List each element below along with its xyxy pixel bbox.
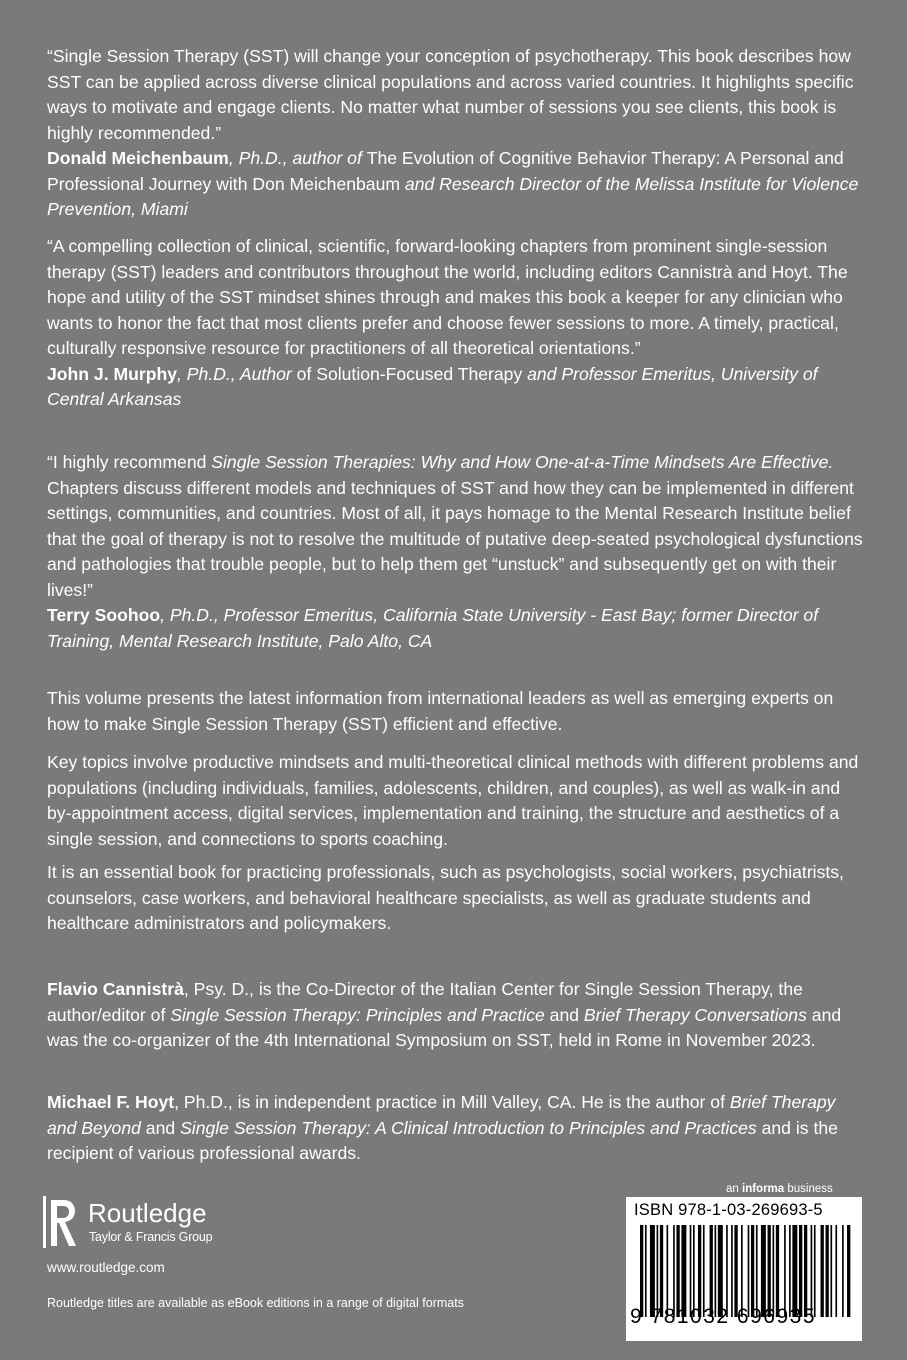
publisher-group: Taylor & Francis Group bbox=[89, 1230, 213, 1244]
barcode-bar bbox=[676, 1225, 679, 1317]
editor-name: Flavio Cannistrà bbox=[47, 979, 184, 999]
editor-bio-1 bbox=[47, 977, 867, 1054]
description-rest bbox=[47, 750, 867, 937]
routledge-logo-icon bbox=[42, 1196, 78, 1248]
bio-text bbox=[47, 977, 867, 1054]
barcode-bar bbox=[830, 1225, 832, 1317]
barcode-bar bbox=[751, 1225, 754, 1317]
description-1: This volume presents the latest information from international leaders as well as emerging experts on how to make Single Session Therapy (SST) efficient and effective. bbox=[47, 688, 834, 734]
book-title: Single Session Therapies: Why and How One-at-a-Time Mindsets Are Effective. bbox=[211, 452, 834, 472]
credentials-post: and Professor Emeritus, University of Central Arkansas bbox=[47, 363, 818, 409]
barcode-bar bbox=[660, 1225, 663, 1317]
testimonial-1 bbox=[47, 44, 867, 223]
informa-pre: an bbox=[726, 1183, 742, 1195]
barcode-bar bbox=[748, 1225, 750, 1317]
barcode-bar bbox=[842, 1225, 844, 1317]
author-name: Donald Meichenbaum bbox=[47, 148, 229, 168]
description-3: It is an essential book for practicing professionals, such as psychologists, social workers, psychiatrists, counselors, case workers, and behavioral healthcare specialists, as well as graduate students and healthcare administrators and policymakers. bbox=[47, 862, 844, 933]
barcode-bar bbox=[650, 1225, 655, 1317]
isbn-barcode bbox=[626, 1197, 862, 1341]
barcode-bar bbox=[710, 1225, 713, 1317]
testimonial-text bbox=[47, 450, 867, 603]
book-title: The Evolution of Cognitive Behavior Therapy: A Personal and Professional Journey with Don Meichenbaum bbox=[47, 148, 844, 194]
author-name: Terry Soohoo bbox=[47, 605, 161, 625]
bio-book: Brief Therapy Conversations bbox=[583, 1004, 807, 1025]
barcode-bar bbox=[804, 1225, 807, 1317]
barcode-bar bbox=[640, 1225, 643, 1317]
barcode-bar bbox=[761, 1225, 766, 1317]
ebook-note: Routledge titles are available as eBook editions in a range of digital formats bbox=[47, 1296, 464, 1310]
barcode-bar bbox=[768, 1225, 771, 1317]
credentials: , Ph.D., Professor Emeritus, California State University - East Bay; former Director of Training, Mental Research Institute, Palo Alto, CA bbox=[47, 605, 819, 651]
credentials-post: and Research Director of the Melissa Institute for Violence Prevention, Miami bbox=[47, 173, 859, 219]
testimonial-text: “A compelling collection of clinical, scientific, forward-looking chapters from prominent single-session therapy (SST) leaders and contributors throughout the world, including editors Cannistrà and Hoyt. The hope and utility of the SST mindset shines through and makes this book a keeper for any clinician who wants to honor the fact that most clients prefer and choose fewer sessions to more. A timely, practical, culturally responsive resource for practitioners of all theoretical orientations.” bbox=[47, 236, 848, 358]
informa-tagline bbox=[726, 1183, 833, 1195]
publisher-logo bbox=[42, 1196, 262, 1252]
publisher-website[interactable]: www.routledge.com bbox=[47, 1260, 165, 1275]
editor-name: Michael F. Hoyt bbox=[47, 1092, 175, 1112]
editor-bio-2 bbox=[47, 1090, 867, 1167]
barcode-bar bbox=[756, 1225, 758, 1317]
publisher-name: Routledge bbox=[88, 1198, 207, 1228]
bio-part: , Ph.D., is in independent practice in Mill Valley, CA. He is the author of bbox=[174, 1092, 730, 1112]
bio-text bbox=[47, 1090, 867, 1167]
barcode-bars bbox=[640, 1225, 852, 1317]
informa-brand: informa bbox=[742, 1183, 785, 1195]
bio-book: Single Session Therapy: Principles and Practice bbox=[170, 1004, 545, 1025]
text-post: Chapters discuss different models and techniques of SST and how they can be implemented in different settings, communities, and countries. Most of all, it pays homage to the Mental Research Institute belief that the goal of therapy is not to resolve the multitude of putative deep-seated psychological dysfunctions and pathologies that trouble people, but to help them get “unstuck” and subsequently get on with their lives!” bbox=[47, 477, 863, 600]
barcode-bar bbox=[776, 1225, 779, 1317]
barcode-bar bbox=[726, 1225, 728, 1317]
barcode-bar bbox=[690, 1225, 692, 1317]
bio-part: and bbox=[544, 1004, 584, 1025]
barcode-bar bbox=[667, 1225, 669, 1317]
barcode-bar bbox=[784, 1225, 786, 1317]
bio-part: and bbox=[140, 1117, 181, 1138]
testimonial-attribution bbox=[47, 603, 867, 654]
barcode-bar bbox=[657, 1225, 659, 1317]
barcode-bar bbox=[731, 1225, 733, 1317]
barcode-bar bbox=[681, 1225, 686, 1317]
credentials: , Ph.D., author of bbox=[228, 148, 367, 168]
barcode-bar bbox=[703, 1225, 705, 1317]
testimonial-attribution bbox=[47, 362, 867, 413]
author-name: John J. Murphy bbox=[47, 363, 178, 384]
barcode-bar bbox=[693, 1225, 695, 1317]
description-2: Key topics involve productive mindsets and multi-theoretical clinical methods with different problems and populations (including individuals, families, adolescents, children, and couples), as well as walk-in and by-appointment access, digital services, implementation and training, the structure and aesthetics of a single session, and connections to sports coaching. bbox=[47, 752, 859, 849]
barcode-bar bbox=[734, 1225, 737, 1317]
text-pre: “I highly recommend bbox=[47, 452, 212, 472]
testimonial-2 bbox=[47, 234, 867, 413]
bio-part: and was the co-organizer of the 4th International Symposium on SST, held in Rome in November 2023. bbox=[47, 1004, 842, 1050]
credentials: , Ph.D., Author bbox=[177, 363, 292, 384]
testimonial-attribution bbox=[47, 146, 867, 223]
barcode-bar bbox=[773, 1225, 775, 1317]
barcode-bar bbox=[718, 1225, 723, 1317]
barcode-digits: 9 781032 696935 bbox=[630, 1305, 816, 1328]
barcode-bar bbox=[814, 1225, 816, 1317]
barcode-bar bbox=[698, 1225, 701, 1317]
barcode-bar bbox=[847, 1225, 850, 1317]
testimonial-3 bbox=[47, 450, 867, 654]
barcode-bar bbox=[645, 1225, 647, 1317]
bio-book: Brief Therapy and Beyond bbox=[47, 1092, 836, 1138]
bio-book: Single Session Therapy: A Clinical Introduction to Principles and Practices bbox=[180, 1117, 757, 1138]
barcode-bar bbox=[811, 1225, 813, 1317]
barcode-bar bbox=[741, 1225, 743, 1317]
book-title: of Solution-Focused Therapy bbox=[291, 363, 523, 384]
barcode-bar bbox=[799, 1225, 802, 1317]
barcode-bar bbox=[789, 1225, 791, 1317]
barcode-bar bbox=[821, 1225, 824, 1317]
barcode-bar bbox=[673, 1225, 675, 1317]
bio-part: , Psy. D., is the Co-Director of the Italian Center for Single Session Therapy, the author/editor of bbox=[47, 979, 803, 1025]
informa-post: business bbox=[784, 1183, 833, 1195]
barcode-bar bbox=[835, 1225, 837, 1317]
bio-part: and is the recipient of various professional awards. bbox=[47, 1117, 838, 1163]
isbn-label: ISBN 978-1-03-269693-5 bbox=[634, 1201, 823, 1219]
barcode-bar bbox=[792, 1225, 797, 1317]
barcode-bar bbox=[715, 1225, 717, 1317]
testimonial-text: “Single Session Therapy (SST) will change your conception of psychotherapy. This book describes how SST can be applied across diverse clinical populations and across varied countries. It highlights specific ways to motivate and engage clients. No matter what number of sessions you see clients, this book is highly recommended.” bbox=[47, 46, 854, 143]
barcode-bar bbox=[826, 1225, 829, 1317]
